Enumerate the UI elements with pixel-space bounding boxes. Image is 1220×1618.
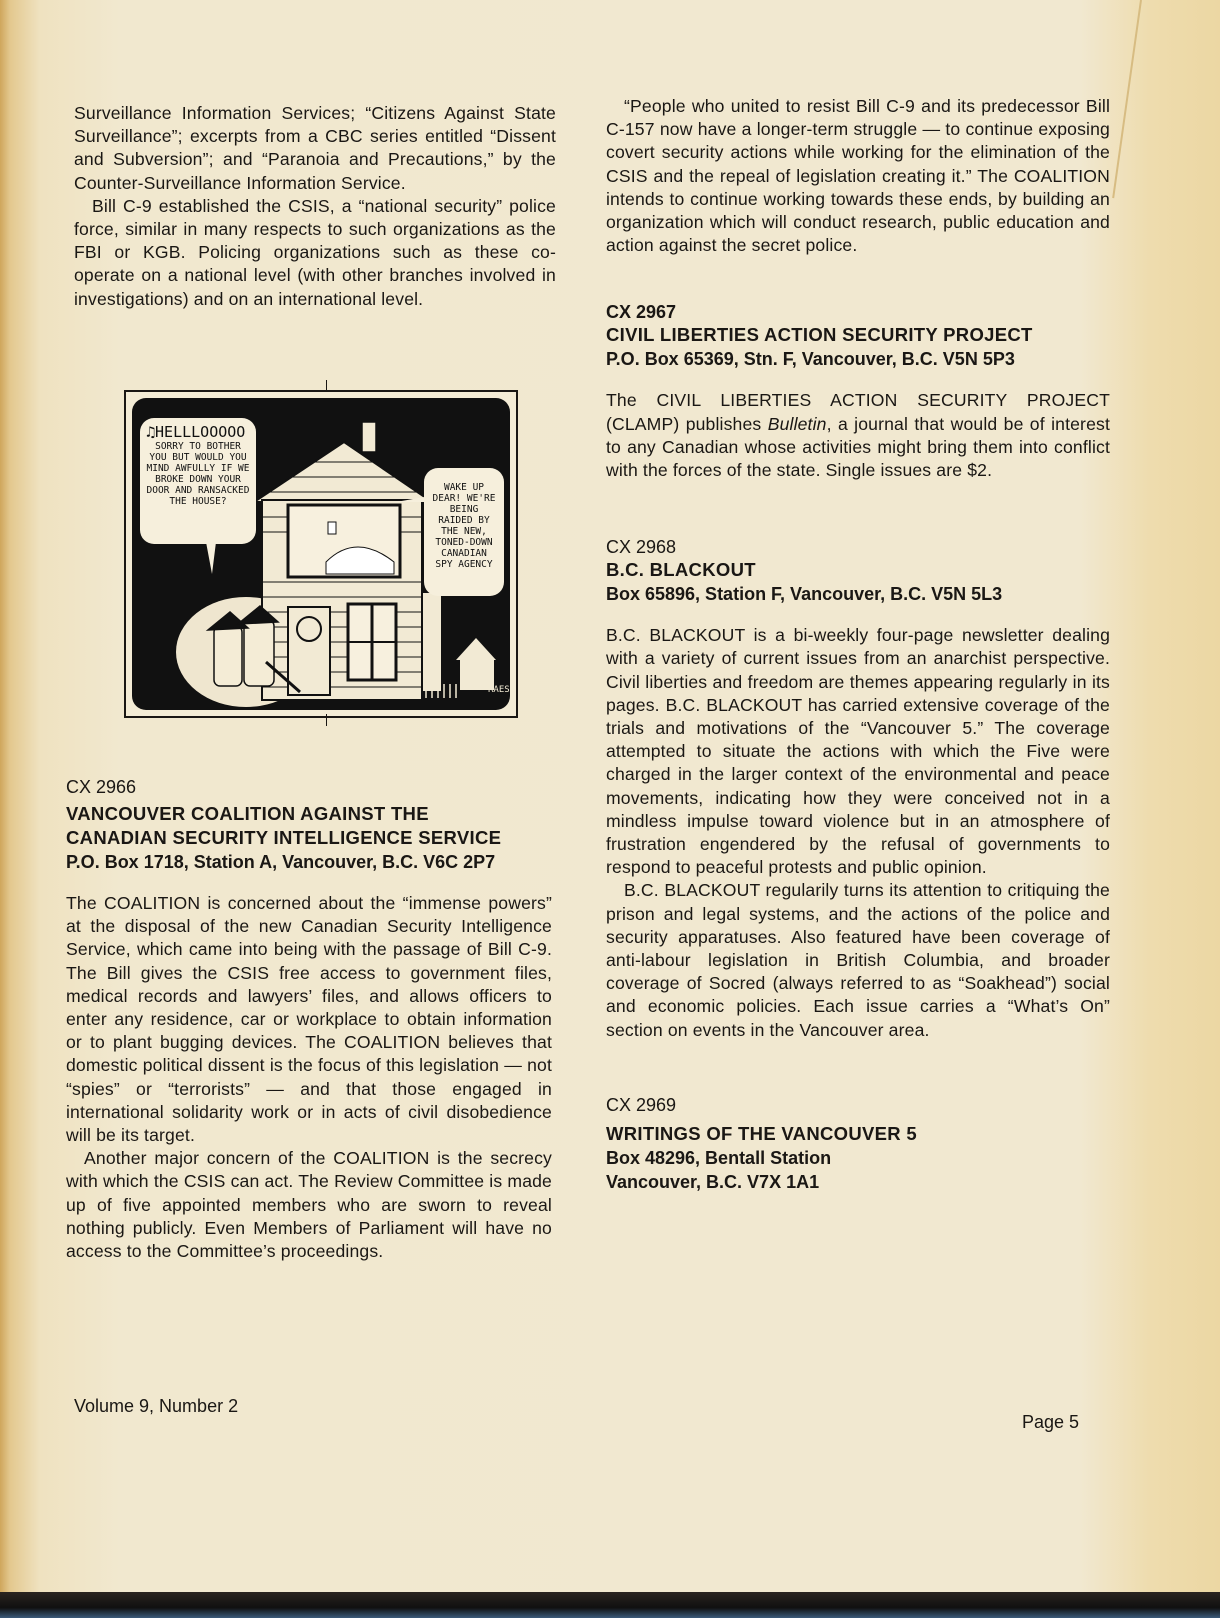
page-number: Page 5	[1022, 1412, 1080, 1432]
entry-address-line-1: Box 48296, Bentall Station	[606, 1147, 832, 1168]
entry-title: B.C. BLACKOUT	[606, 559, 756, 581]
left-bubble-text: SORRY TO BOTHER YOU BUT WOULD YOU MIND AWFULLY IF WE BROKE DOWN YOUR DOOR AND RANSACKED THE HOUSE?	[146, 441, 250, 507]
intro-paragraph-2: Bill C-9 established the CSIS, a “national security” police force, similar in many respects to such organizations as the FBI or KGB. Policing organizations such as these co-operate on a national level (with other branches involved in investigations) and on an international level.	[74, 195, 556, 309]
entry-address: Box 65896, Station F, Vancouver, B.C. V5N 5L3	[606, 584, 1003, 605]
entry-title-line-2: CANADIAN SECURITY INTELLIGENCE SERVICE	[66, 827, 502, 848]
entry-paragraph	[606, 389, 1110, 482]
continuation-paragraph: “People who united to resist Bill C-9 and its predecessor Bill C-157 now have a longer-term struggle — to continue exposing covert security actions while working for the elimination of the CSIS and the repeal of legislation creating it.” The COALITION intends to continue working towards these ends, by building an organization which will conduct research, public education and action against the secret police.	[606, 96, 1110, 256]
entry-title: CIVIL LIBERTIES ACTION SECURITY PROJECT	[606, 324, 1033, 346]
entry-code: CX 2969	[606, 1094, 677, 1115]
entry-code: CX 2966	[66, 777, 137, 797]
editorial-cartoon	[124, 390, 518, 718]
entry-address: P.O. Box 65369, Stn. F, Vancouver, B.C. V5N 5P3	[606, 349, 1015, 370]
entry-paragraph-2: Another major concern of the COALITION is the secrecy with which the CSIS can act. The Review Committee is made up of five appointed members who are sworn to reveal nothing publicly. Even Members of Parliament will have no access to the Committee’s proceedings.	[66, 1148, 552, 1262]
hello-shout: ♫HELLLOOOOO	[146, 423, 246, 441]
entry-address: P.O. Box 1718, Station A, Vancouver, B.C. V6C 2P7	[66, 852, 496, 872]
cartoon-crop-mark-bottom	[326, 714, 327, 726]
intro-paragraph: Surveillance Information Services; “Citizens Against State Surveillance”; excerpts from a CBC series entitled “Dissent and Subversion”; and “Paranoia and Precautions,” by the Counter-Surveillance Information Service.	[74, 103, 556, 193]
entry-paragraph-1: The COALITION is concerned about the “immense powers” at the disposal of the new Canadian Security Intelligence Service, which came into being with the passage of Bill C-9. The Bill gives the CSIS free access to government files, medical records and lawyers’ files, and allows officers to enter any residence, car or workplace to obtain information or to plant bugging devices. The COALITION believes that domestic political dissent is the focus of this legislation — not “spies” or “terrorists” — and that those engaged in international solidarity work or in acts of civil disobedience will be its target.	[66, 893, 552, 1146]
left-column	[74, 102, 556, 311]
entry-address-line-2: Vancouver, B.C. V7X 1A1	[606, 1171, 820, 1192]
entry-cx-2968	[606, 536, 1110, 1042]
paragraph-text: The CIVIL LIBERTIES ACTION SECURITY PROJECT (CLAMP) publishes	[606, 390, 1110, 434]
entry-cx-2967	[606, 301, 1110, 482]
entry-title-line-1: VANCOUVER COALITION AGAINST THE	[66, 803, 429, 824]
right-speech-bubble	[424, 468, 504, 596]
publication-title: Bulletin	[767, 413, 827, 434]
left-speech-bubble	[140, 418, 256, 544]
paragraph-text: , a journal that would be of interest to any Canadian whose activities might bring them into conflict with the forces of the state. Single issues are $2.	[606, 413, 1110, 481]
volume-label: Volume 9, Number 2	[74, 1396, 239, 1416]
entry-code: CX 2967	[606, 302, 677, 323]
entry-paragraph-2: B.C. BLACKOUT regularily turns its attention to critiquing the prison and legal systems, and the actions of the police and security apparatuses. Also featured have been coverage of anti-labour legislation in British Columbia, and broader coverage of Socred (always referred to as “Soakhead”) social and economic policies. Each issue carries a “What’s On” section on events in the Vancouver area.	[606, 880, 1110, 1040]
entry-cx-2969	[606, 1094, 1110, 1194]
right-bubble-text: WAKE UP DEAR! WE'RE BEING RAIDED BY THE NEW, TONED-DOWN CANADIAN SPY AGENCY	[432, 482, 496, 570]
entry-code: CX 2968	[606, 537, 677, 558]
entry-cx-2966	[66, 776, 552, 1263]
entry-paragraph-1: B.C. BLACKOUT is a bi-weekly four-page newsletter dealing with a variety of current issues from an anarchist perspective. Civil liberties and freedom are themes appearing regularly in its pages. B.C. BLACKOUT has carried extensive coverage of the trials and motivations of the “Vancouver 5.” The coverage attempted to situate the actions with which the Five were charged in the larger context of the environmental and peace movements, indicating how they were conceived not in a mindless impulse toward violence but in an atmosphere of frustration engendered by the refusal of governments to respond to peaceful protests and public opinion.	[606, 625, 1110, 878]
page-crease	[1112, 0, 1142, 198]
artist-signature: RAES	[488, 685, 510, 695]
entry-title: WRITINGS OF THE VANCOUVER 5	[606, 1122, 917, 1144]
right-column	[606, 95, 1110, 1194]
